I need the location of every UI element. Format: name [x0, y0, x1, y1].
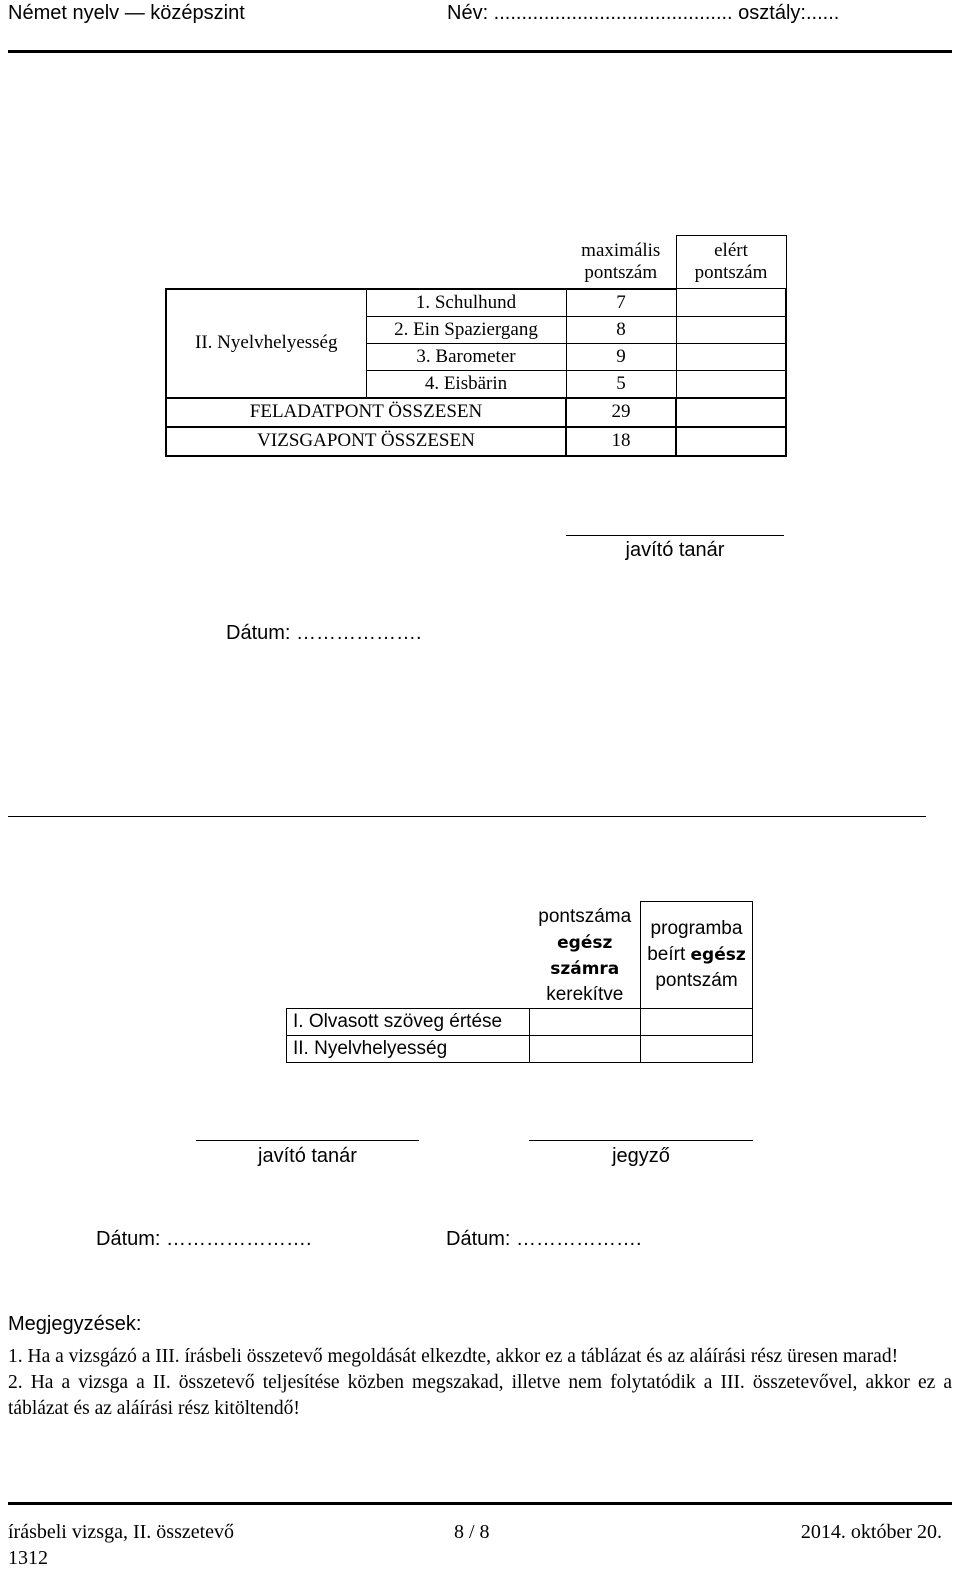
- header-name-class-field: Név: ........................................... osztály:......: [447, 2, 840, 24]
- date-field-teacher: Dátum: ………………….: [96, 1228, 312, 1250]
- task-max: 5: [566, 371, 676, 398]
- task-got-cell[interactable]: [676, 371, 786, 398]
- total-task-label: FELADATPONT ÖSSZESEN: [166, 398, 566, 427]
- score-table: [165, 235, 787, 457]
- summary-row-label: I. Olvasott szöveg értése: [287, 1009, 530, 1036]
- task-got-cell[interactable]: [676, 289, 786, 317]
- total-exam-got-cell[interactable]: [676, 427, 786, 456]
- footer-code: 1312: [8, 1547, 48, 1569]
- col-header-max: maximális pontszám: [566, 236, 676, 289]
- section-divider: [8, 816, 926, 817]
- summary-table-wrapper: [286, 901, 753, 1063]
- signature-role-registrar: jegyző: [612, 1145, 670, 1167]
- notes-title: Megjegyzések:: [8, 1313, 142, 1335]
- total-exam-max: 18: [566, 427, 676, 456]
- task-max: 9: [566, 344, 676, 371]
- summary-entered-cell[interactable]: [641, 1009, 753, 1036]
- section-label: II. Nyelvhelyesség: [166, 289, 366, 398]
- summary-rounded-cell[interactable]: [530, 1009, 641, 1036]
- footer-page-number: 8 / 8: [454, 1521, 490, 1543]
- header-subject: Német nyelv — középszint: [8, 2, 245, 24]
- task-got-cell[interactable]: [676, 317, 786, 344]
- col-header-entered: programba beírt egész pontszám: [641, 902, 753, 1009]
- summary-row-label: II. Nyelvhelyesség: [287, 1036, 530, 1063]
- total-exam-label: VIZSGAPONT ÖSSZESEN: [166, 427, 566, 456]
- task-name: 2. Ein Spaziergang: [366, 317, 566, 344]
- note-1: 1. Ha a vizsgázó a III. írásbeli összetevő megoldását elkezdte, akkor ez a táblázat és az aláírási rész üresen marad!: [8, 1346, 899, 1367]
- header-rule: [8, 50, 952, 53]
- col-header-rounded: pontszáma egész számra kerekítve: [530, 902, 641, 1009]
- signature-role: javító tanár: [625, 539, 725, 561]
- summary-table: [286, 901, 753, 1063]
- footer-rule: [8, 1502, 952, 1505]
- task-got-cell[interactable]: [676, 344, 786, 371]
- date-field: Dátum: ……………….: [226, 622, 422, 644]
- signature-role-teacher: javító tanár: [258, 1145, 357, 1167]
- footer-date: 2014. október 20.: [800, 1521, 942, 1543]
- signature-line: [566, 535, 784, 536]
- score-table-wrapper: [165, 235, 787, 457]
- summary-rounded-cell[interactable]: [530, 1036, 641, 1063]
- footer-exam-part: írásbeli vizsga, II. összetevő: [8, 1521, 235, 1543]
- signature-line-teacher: [196, 1140, 419, 1141]
- summary-entered-cell[interactable]: [641, 1036, 753, 1063]
- signature-line-registrar: [529, 1140, 753, 1141]
- col-header-got: elért pontszám: [676, 236, 786, 289]
- task-name: 3. Barometer: [366, 344, 566, 371]
- date-field-registrar: Dátum: ……………….: [446, 1228, 642, 1250]
- task-name: 4. Eisbärin: [366, 371, 566, 398]
- task-max: 7: [566, 289, 676, 317]
- notes: [8, 1311, 952, 1422]
- task-max: 8: [566, 317, 676, 344]
- total-task-max: 29: [566, 398, 676, 427]
- total-task-got-cell[interactable]: [676, 398, 786, 427]
- note-2: 2. Ha a vizsga a II. összetevő teljesítése közben megszakad, illetve nem folytatódik a III. összetevővel, akkor ez a táblázat és az aláírási rész kitöltendő!: [8, 1372, 952, 1419]
- task-name: 1. Schulhund: [366, 289, 566, 317]
